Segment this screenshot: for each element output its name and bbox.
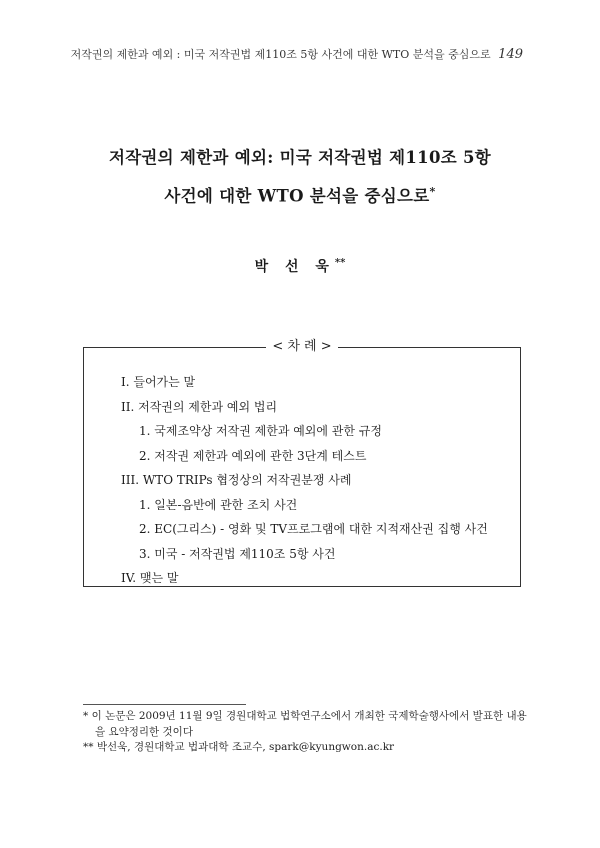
title-line-2-text: 사건에 대한 WTO 분석을 중심으로 <box>164 186 430 206</box>
page-number: 149 <box>498 47 523 62</box>
footnote-1: * 이 논문은 2009년 11월 9일 경원대학교 법학연구소에서 개최한 국제학술행사에서 발표한 내용 <box>83 710 527 722</box>
author-name: 박 선 욱 <box>254 259 335 275</box>
author-footnote-mark: ** <box>334 257 346 269</box>
toc-heading-wrap <box>84 339 520 355</box>
footnote-1-continued: 을 요약정리한 것이다 <box>95 725 193 738</box>
footnote-2: ** 박선욱, 경원대학교 법과대학 조교수, spark@kyungwon.ac.kr <box>83 741 395 753</box>
toc-item: IV. 맺는 말 <box>121 571 179 585</box>
running-header <box>0 46 523 62</box>
paper-title <box>0 141 600 214</box>
toc-item: 2. EC(그리스) - 영화 및 TV프로그램에 대한 지적재산권 집행 사건 <box>139 522 488 536</box>
toc-heading: < 차 례 > <box>266 339 337 354</box>
toc-list <box>121 374 488 595</box>
toc-item: III. WTO TRIPs 협정상의 저작권분쟁 사례 <box>121 473 352 487</box>
table-of-contents <box>83 339 521 587</box>
running-header-text: 저작권의 제한과 예외 : 미국 저작권법 제110조 5항 사건에 대한 WTO 분석을 중심으로 <box>70 48 491 61</box>
toc-item: 2. 저작권 제한과 예외에 관한 3단계 테스트 <box>139 448 367 463</box>
title-line-2 <box>0 175 600 214</box>
toc-item: 3. 미국 - 저작권법 제110조 5항 사건 <box>139 546 336 561</box>
title-line-1: 저작권의 제한과 예외: 미국 저작권법 제110조 5항 <box>108 148 492 167</box>
footnotes <box>83 709 528 756</box>
title-footnote-mark: * <box>429 185 436 198</box>
author <box>0 256 600 276</box>
toc-item: I. 들어가는 말 <box>121 375 196 389</box>
footnote-divider <box>83 704 246 705</box>
toc-item: 1. 국제조약상 저작권 제한과 예외에 관한 규정 <box>139 424 382 438</box>
toc-item: 1. 일본-음반에 관한 조치 사건 <box>139 497 298 512</box>
toc-item: II. 저작권의 제한과 예외 법리 <box>121 399 278 414</box>
